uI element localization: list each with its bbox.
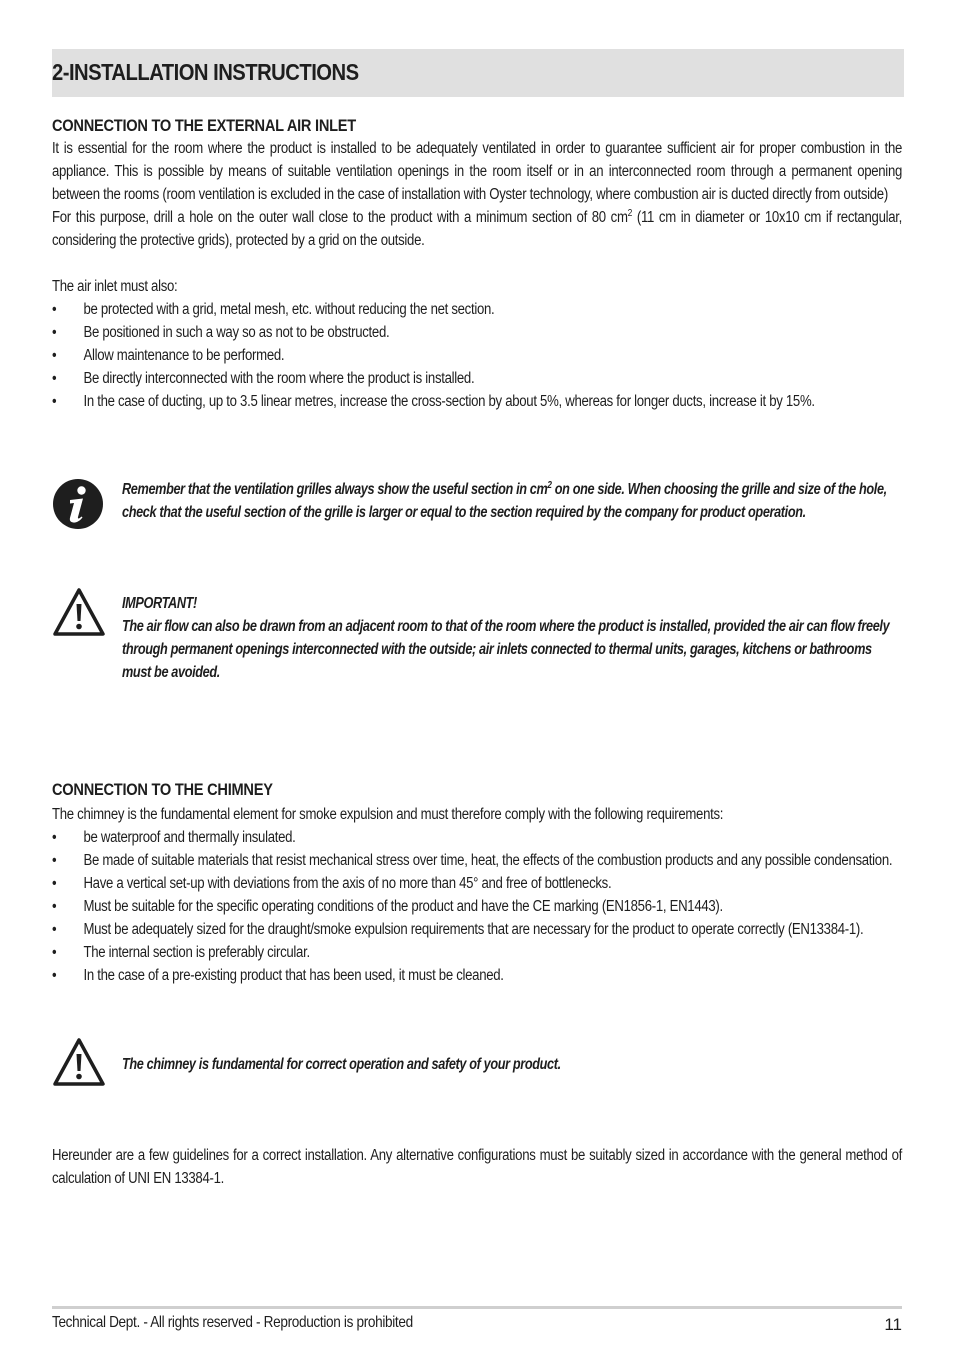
warning-text: The air flow can also be drawn from an adjacent room to that of the room where the product is installed, provided the air can flow freely through permanent openings interconnected with the outside; air inlets connected to thermal units, garages, kitchens or bathrooms must be avoided.	[122, 618, 890, 681]
list-item: • Be directly interconnected with the room where the product is installed.	[52, 367, 902, 390]
chimney-warning-text: The chimney is fundamental for correct operation and safety of your product.	[122, 1056, 561, 1073]
air-inlet-paragraph-2: For this purpose, drill a hole on the outer wall close to the product with a minimum section of 80 $cm^2$ (11 cm in diameter or 10x10 cm if rectangular, considering the protective grids), protected by a grid on the outside.	[52, 208, 902, 249]
list-item: • Be positioned in such a way so as not to be obstructed.	[52, 321, 902, 344]
chimney-body	[52, 803, 902, 987]
warning-icon	[52, 1037, 106, 1092]
info-icon	[52, 478, 104, 535]
list-item: • In the case of a pre-existing product that has been used, it must be cleaned.	[52, 964, 902, 987]
list-item: • The internal section is preferably circular.	[52, 941, 902, 964]
section-heading-chimney: CONNECTION TO THE CHIMNEY	[52, 780, 273, 799]
list-item: • be protected with a grid, metal mesh, etc. without reducing the net section.	[52, 298, 902, 321]
list-item: • Allow maintenance to be performed.	[52, 344, 902, 367]
page-number: 11	[884, 1315, 902, 1334]
chimney-intro: The chimney is the fundamental element for smoke expulsion and must therefore comply with the following requirements:	[52, 806, 724, 823]
air-inlet-body	[52, 137, 902, 413]
footer-copyright: Technical Dept. - All rights reserved - Reproduction is prohibited	[52, 1314, 413, 1331]
closing-paragraph: Hereunder are a few guidelines for a correct installation. Any alternative configurations must be suitably sized in accordance with the general method of calculation of UNI EN 13384-1.	[52, 1147, 902, 1187]
section-header-bar	[52, 49, 904, 97]
list-item: • Have a vertical set-up with deviations from the axis of no more than 45° and free of bottlenecks.	[52, 872, 902, 895]
warning-icon	[52, 587, 106, 642]
footer-divider	[52, 1306, 902, 1309]
info-note-text: Remember that the ventilation grilles always show the useful section in $cm^2$ on one side. When choosing the grille and size of the hole, check that the useful section of the grille is larger or equal to the section required by the company for product operation.	[122, 480, 887, 521]
page-title: 2-INSTALLATION INSTRUCTIONS	[52, 59, 359, 85]
air-inlet-paragraph-1: It is essential for the room where the product is installed to be adequately ventilated in order to guarantee sufficient air for proper combustion in the appliance. This is possible by means of suitable ventilation openings in the room itself or in an interconnected room through a permanent opening between the rooms (room ventilation is excluded in the case of installation with Oyster technology, where combustion air is ducted directly from outside)	[52, 140, 902, 203]
chimney-requirements-list	[52, 826, 902, 987]
list-item: • Be made of suitable materials that resist mechanical stress over time, heat, the effects of the combustion products and any possible condensation.	[52, 849, 902, 872]
air-inlet-requirements-list	[52, 298, 902, 413]
list-item: • Must be adequately sized for the draught/smoke expulsion requirements that are necessary for the product to operate correctly (EN13384-1).	[52, 918, 902, 941]
list-item: • be waterproof and thermally insulated.	[52, 826, 902, 849]
section-heading-air-inlet: CONNECTION TO THE EXTERNAL AIR INLET	[52, 116, 356, 135]
warning-title: IMPORTANT!	[122, 595, 197, 612]
list-item: • Must be suitable for the specific operating conditions of the product and have the CE marking (EN1856-1, EN1443).	[52, 895, 902, 918]
list-item: • In the case of ducting, up to 3.5 linear metres, increase the cross-section by about 5%, whereas for longer ducts, increase it by 15%.	[52, 390, 902, 413]
air-inlet-intro: The air inlet must also:	[52, 278, 178, 295]
warning-note	[122, 592, 902, 684]
